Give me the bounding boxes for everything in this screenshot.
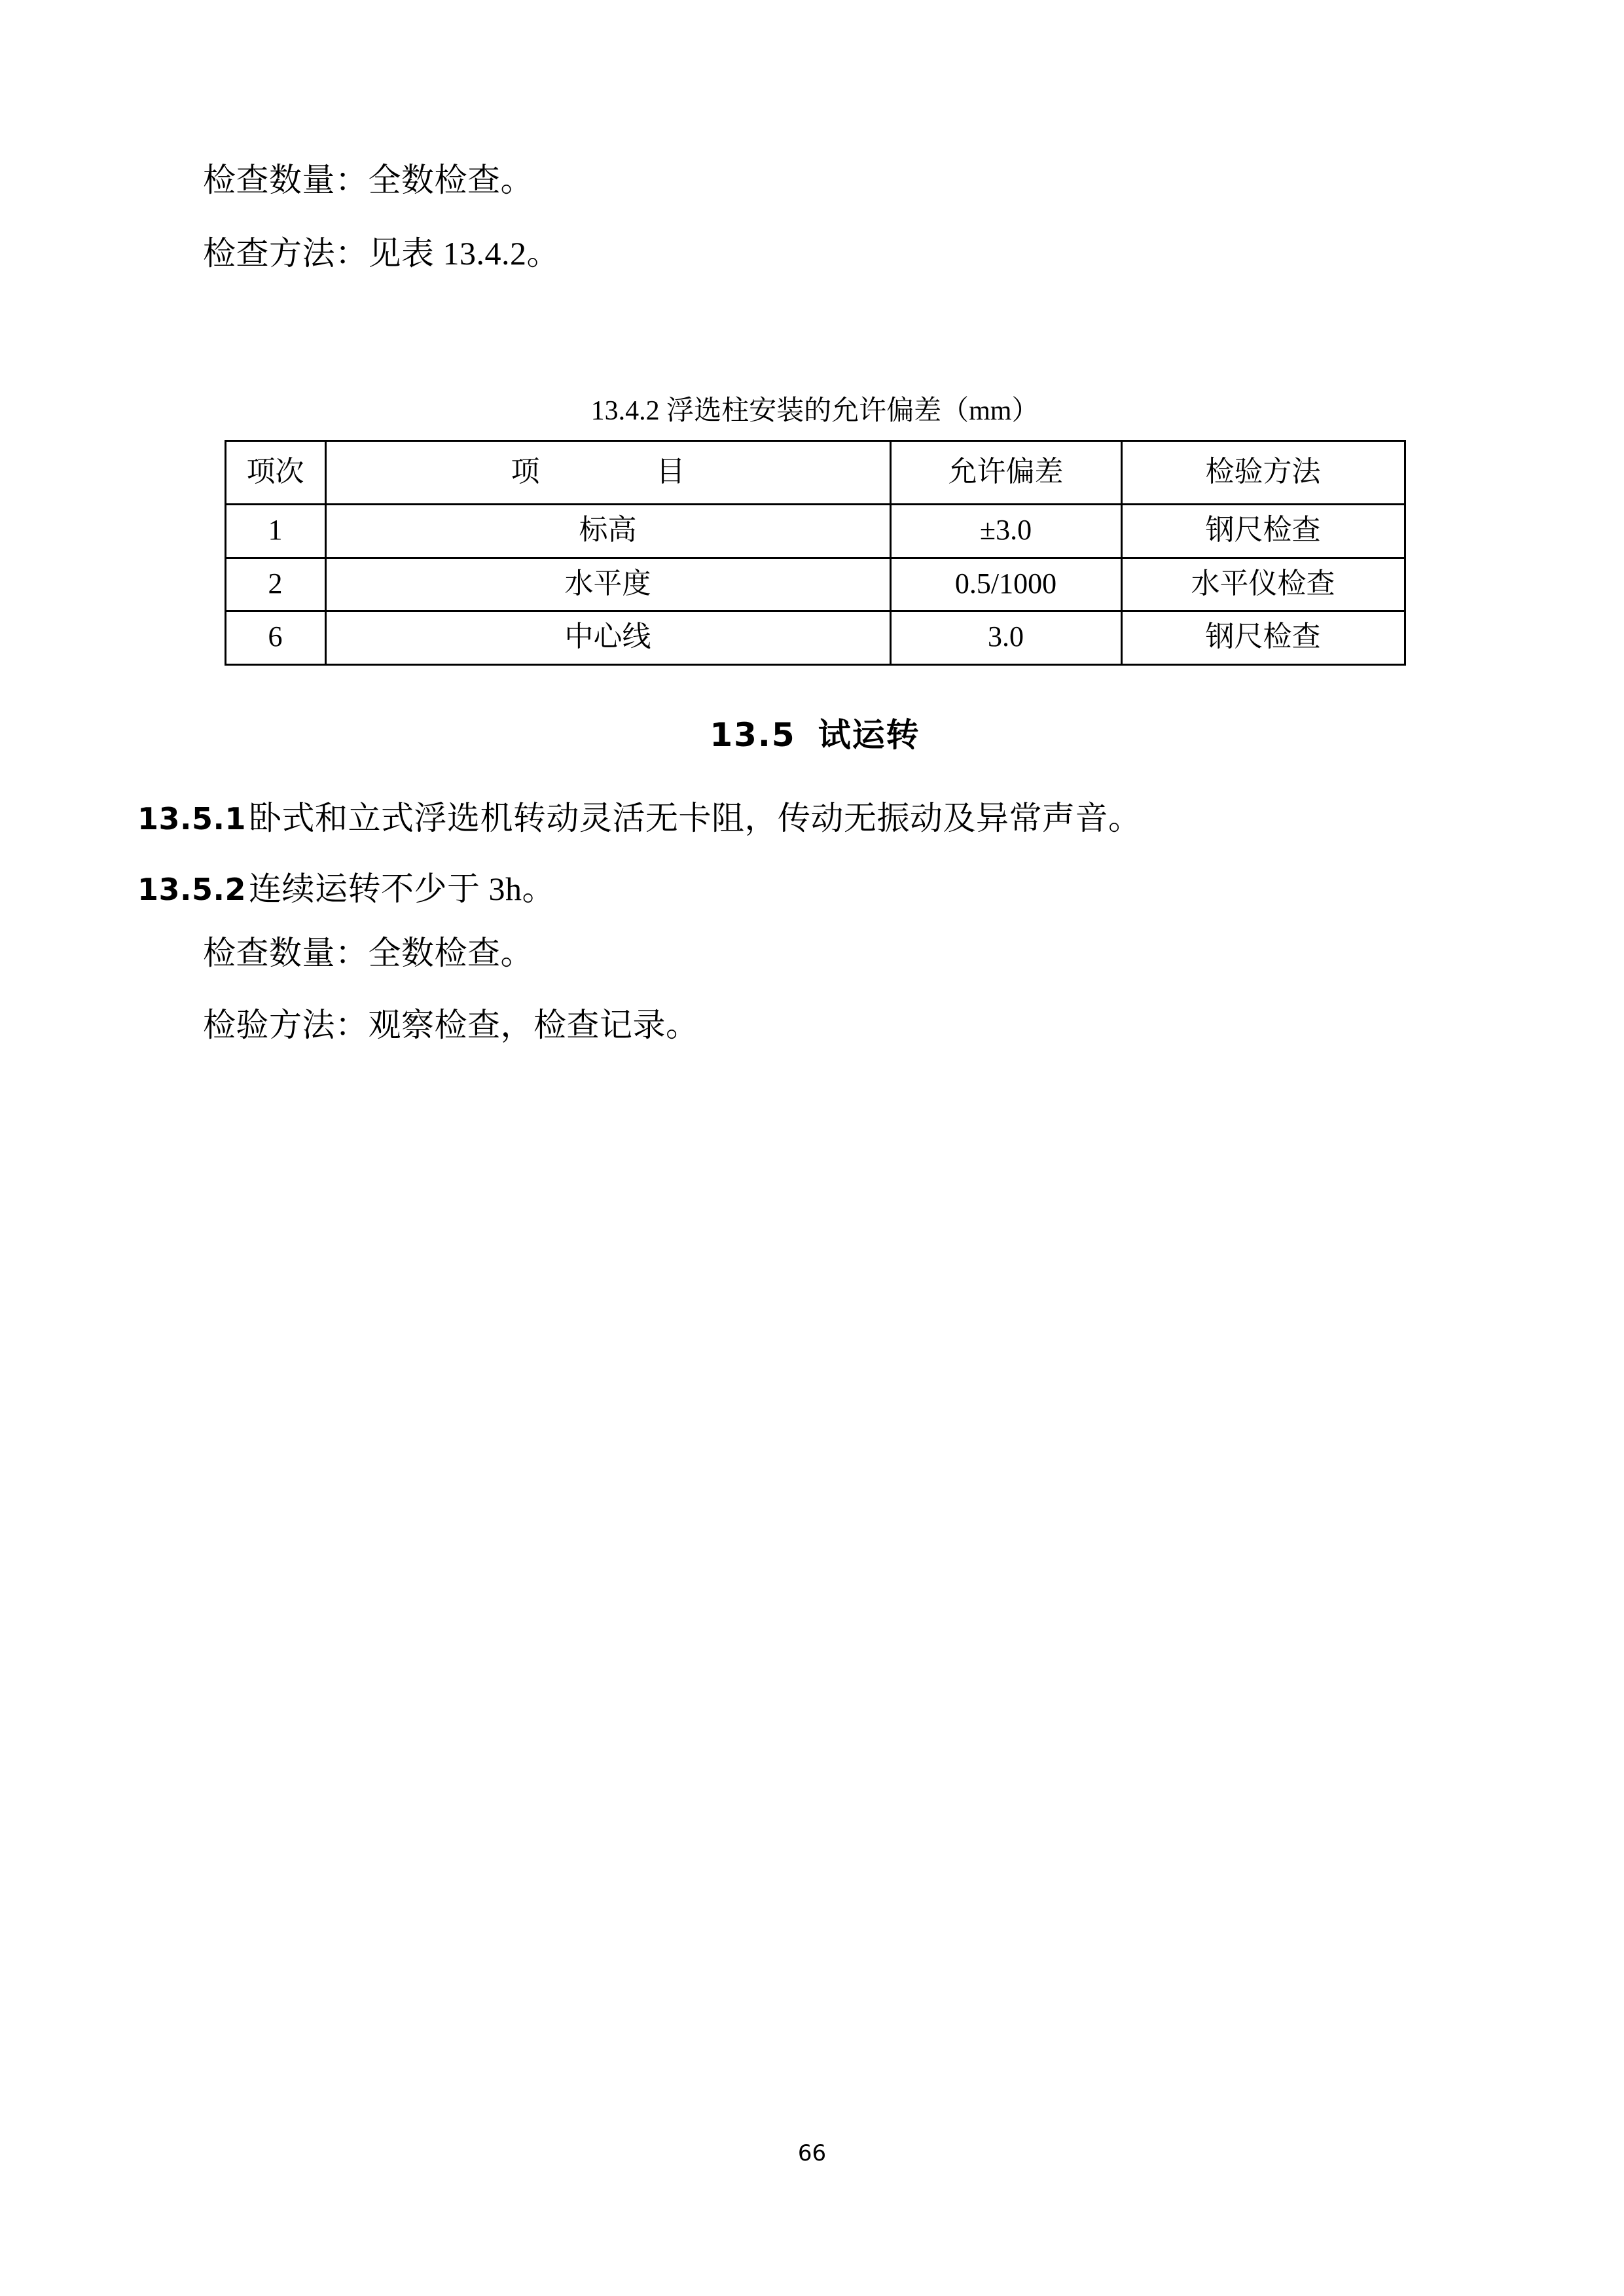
table-row: [225, 611, 1405, 664]
table-cell-no: 1: [225, 505, 325, 558]
table-cell-method: 水平仪检查: [1121, 558, 1405, 611]
section-title: 试运转: [818, 715, 920, 754]
table-caption: 13.4.2 浮选柱安装的允许偏差（mm）: [590, 396, 1039, 426]
table-row: [225, 558, 1405, 611]
section-number: 13.5: [710, 715, 796, 754]
clause-text: 连续运转不少于 3h。: [248, 870, 555, 907]
table-cell-deviation: 0.5/1000: [890, 558, 1121, 611]
table-header-cell-method: 检验方法: [1121, 441, 1405, 505]
table-cell-deviation: 3.0: [890, 611, 1121, 664]
clause-text: 卧式和立式浮选机转动灵活无卡阻，传动无振动及异常声音。: [248, 799, 1142, 836]
clause-number: 13.5.1: [137, 800, 246, 836]
table-row: [225, 505, 1405, 558]
page-content: [137, 164, 1492, 1081]
paragraph-inspection-method-2: 检验方法：观察检查，检查记录。: [203, 1006, 699, 1043]
table-cell-item: 水平度: [325, 558, 890, 611]
table-header-cell-deviation: 允许偏差: [890, 441, 1121, 505]
table-cell-deviation: ±3.0: [890, 505, 1121, 558]
table-header-row: [225, 441, 1405, 505]
table-cell-item: 中心线: [325, 611, 890, 664]
table-cell-method: 钢尺检查: [1121, 611, 1405, 664]
table-header: [225, 441, 1405, 505]
clause-13-5-2: [137, 872, 1492, 905]
clause-number: 13.5.2: [137, 871, 246, 907]
table-header-cell-item: 项 目: [325, 441, 890, 505]
vertical-spacer: [137, 310, 1492, 389]
table-cell-method: 钢尺检查: [1121, 505, 1405, 558]
paragraph-inspection-quantity-2: 检查数量：全数检查。: [203, 934, 533, 971]
table-header-cell-no: 项次: [225, 441, 325, 505]
paragraph-inspection-quantity: 检查数量：全数检查。: [203, 162, 533, 198]
table-body: [225, 505, 1405, 664]
allowable-deviation-table: [225, 440, 1406, 666]
table-cell-item: 标高: [325, 505, 890, 558]
paragraph-inspection-method: 检查方法：见表 13.4.2。: [203, 235, 560, 272]
table-cell-no: 6: [225, 611, 325, 664]
clause-13-5-1: [137, 799, 1492, 836]
page-number: 66: [797, 2140, 827, 2166]
table-cell-no: 2: [225, 558, 325, 611]
section-heading: [137, 709, 1492, 756]
